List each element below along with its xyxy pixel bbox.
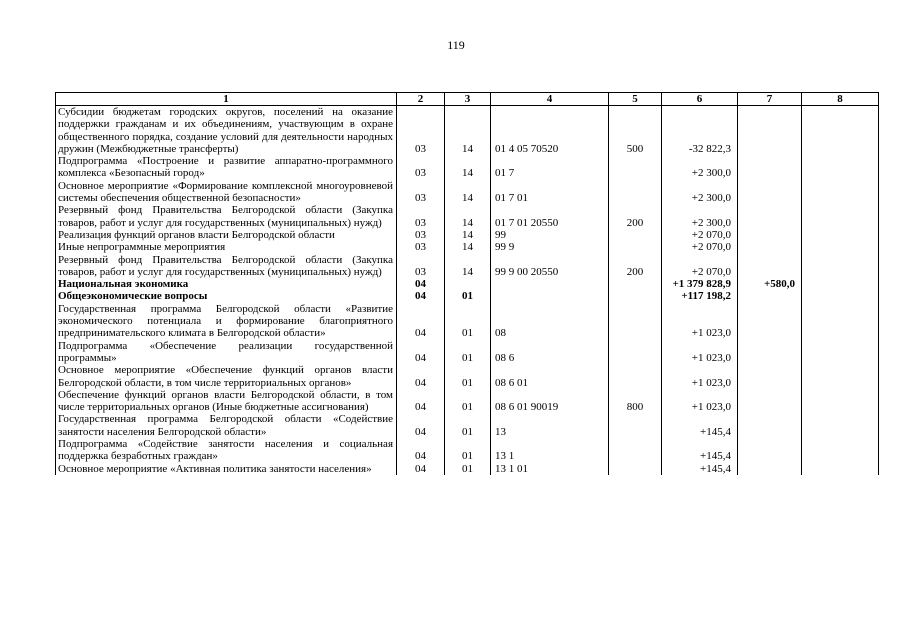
row-name-cell: Основное мероприятие «Формирование комплексной многоуровневой системы обеспечения общественной безопасности» [56, 180, 397, 205]
target-article-cell: 01 7 01 20550 [491, 204, 609, 229]
section-code-cell: 04 [397, 290, 445, 302]
table-row [56, 106, 879, 156]
amount-cell: +145,4 [662, 413, 738, 438]
target-article-cell: 08 6 [491, 340, 609, 365]
target-article-cell: 99 9 [491, 241, 609, 253]
section-code-cell: 03 [397, 106, 445, 156]
subsection-code-cell: 01 [445, 290, 491, 302]
section-code-cell: 04 [397, 438, 445, 463]
column-header: 4 [491, 93, 609, 106]
expense-type-cell [609, 290, 662, 302]
amount-cell: +1 023,0 [662, 303, 738, 340]
section-code-cell: 04 [397, 413, 445, 438]
row-name-cell: Общеэкономические вопросы [56, 290, 397, 302]
budget-table [55, 92, 879, 475]
section-code-cell: 04 [397, 463, 445, 475]
subsection-code-cell: 14 [445, 180, 491, 205]
expense-type-cell [609, 155, 662, 180]
table-row [56, 254, 879, 279]
target-article-cell: 08 6 01 [491, 364, 609, 389]
section-code-cell: 04 [397, 303, 445, 340]
section-code-cell: 04 [397, 340, 445, 365]
section-code-cell: 03 [397, 241, 445, 253]
column-7-cell: +580,0 [738, 278, 802, 290]
row-name-cell: Резервный фонд Правительства Белгородской области (Закупка товаров, работ и услуг для государственных (муниципальных) нужд) [56, 204, 397, 229]
table-row [56, 155, 879, 180]
table-row [56, 204, 879, 229]
column-header: 2 [397, 93, 445, 106]
amount-cell: +2 070,0 [662, 241, 738, 253]
row-name-cell: Подпрограмма «Содействие занятости населения и социальная поддержка безработных граждан» [56, 438, 397, 463]
subsection-code-cell: 14 [445, 254, 491, 279]
page-number: 119 [447, 38, 465, 52]
column-7-cell [738, 463, 802, 475]
expense-type-cell [609, 340, 662, 365]
column-header: 7 [738, 93, 802, 106]
column-7-cell [738, 254, 802, 279]
row-name-cell: Подпрограмма «Обеспечение реализации государственной программы» [56, 340, 397, 365]
amount-cell: +145,4 [662, 463, 738, 475]
table-row [56, 389, 879, 414]
row-name-cell: Обеспечение функций органов власти Белгородской области, в том числе территориальных органов (Иные бюджетные ассигнования) [56, 389, 397, 414]
expense-type-cell [609, 241, 662, 253]
table-row [56, 303, 879, 340]
section-code-cell: 03 [397, 180, 445, 205]
amount-cell: +2 300,0 [662, 155, 738, 180]
column-7-cell [738, 438, 802, 463]
column-7-cell [738, 241, 802, 253]
table-row [56, 241, 879, 253]
amount-cell: +145,4 [662, 438, 738, 463]
column-8-cell [802, 278, 879, 290]
expense-type-cell: 200 [609, 254, 662, 279]
column-header: 6 [662, 93, 738, 106]
section-code-cell: 03 [397, 155, 445, 180]
subsection-code-cell: 14 [445, 204, 491, 229]
column-7-cell [738, 340, 802, 365]
amount-cell: +1 023,0 [662, 340, 738, 365]
column-7-cell [738, 229, 802, 241]
column-header: 5 [609, 93, 662, 106]
column-7-cell [738, 389, 802, 414]
table-row [56, 229, 879, 241]
table-header-row [56, 93, 879, 106]
expense-type-cell [609, 180, 662, 205]
table-row [56, 340, 879, 365]
column-7-cell [738, 303, 802, 340]
column-8-cell [802, 438, 879, 463]
expense-type-cell [609, 303, 662, 340]
row-name-cell: Национальная экономика [56, 278, 397, 290]
column-header: 3 [445, 93, 491, 106]
row-name-cell: Государственная программа Белгородской области «Содействие занятости населения Белгородской области» [56, 413, 397, 438]
target-article-cell: 01 7 01 [491, 180, 609, 205]
subsection-code-cell [445, 278, 491, 290]
section-code-cell: 04 [397, 389, 445, 414]
expense-type-cell [609, 364, 662, 389]
expense-type-cell [609, 438, 662, 463]
target-article-cell [491, 278, 609, 290]
column-8-cell [802, 303, 879, 340]
section-code-cell: 04 [397, 364, 445, 389]
target-article-cell: 08 6 01 90019 [491, 389, 609, 414]
section-code-cell: 03 [397, 254, 445, 279]
row-name-cell: Основное мероприятие «Активная политика занятости населения» [56, 463, 397, 475]
column-8-cell [802, 155, 879, 180]
column-header: 1 [56, 93, 397, 106]
column-8-cell [802, 204, 879, 229]
column-8-cell [802, 463, 879, 475]
table-row [56, 364, 879, 389]
target-article-cell: 13 1 01 [491, 463, 609, 475]
amount-cell: +2 300,0 [662, 204, 738, 229]
expense-type-cell [609, 413, 662, 438]
column-8-cell [802, 340, 879, 365]
table-row [56, 278, 879, 290]
row-name-cell: Подпрограмма «Построение и развитие аппаратно-программного комплекса «Безопасный город» [56, 155, 397, 180]
target-article-cell [491, 290, 609, 302]
subsection-code-cell: 14 [445, 155, 491, 180]
subsection-code-cell: 14 [445, 229, 491, 241]
subsection-code-cell: 01 [445, 364, 491, 389]
table-row [56, 413, 879, 438]
target-article-cell: 01 7 [491, 155, 609, 180]
column-7-cell [738, 204, 802, 229]
section-code-cell: 03 [397, 229, 445, 241]
column-8-cell [802, 180, 879, 205]
table-body [56, 106, 879, 475]
row-name-cell: Государственная программа Белгородской области «Развитие экономического потенциала и формирование благоприятного предпринимательского климата в Белгородской области» [56, 303, 397, 340]
row-name-cell: Резервный фонд Правительства Белгородской области (Закупка товаров, работ и услуг для государственных (муниципальных) нужд) [56, 254, 397, 279]
target-article-cell: 99 9 00 20550 [491, 254, 609, 279]
target-article-cell: 08 [491, 303, 609, 340]
column-8-cell [802, 413, 879, 438]
section-code-cell: 03 [397, 204, 445, 229]
table-row [56, 290, 879, 302]
amount-cell: +1 023,0 [662, 364, 738, 389]
subsection-code-cell: 14 [445, 241, 491, 253]
row-name-cell: Реализация функций органов власти Белгородской области [56, 229, 397, 241]
row-name-cell: Субсидии бюджетам городских округов, поселений на оказание поддержки гражданам и их объединениям, участвующим в охране общественного порядка, создание условий для деятельности народных дружин (Межбюджетные трансферты) [56, 106, 397, 156]
column-7-cell [738, 106, 802, 156]
subsection-code-cell: 01 [445, 340, 491, 365]
column-8-cell [802, 389, 879, 414]
amount-cell: +1 023,0 [662, 389, 738, 414]
column-8-cell [802, 254, 879, 279]
column-7-cell [738, 364, 802, 389]
column-7-cell [738, 155, 802, 180]
column-7-cell [738, 413, 802, 438]
table-row [56, 180, 879, 205]
row-name-cell: Основное мероприятие «Обеспечение функций органов власти Белгородской области, в том числе территориальных органов» [56, 364, 397, 389]
amount-cell: -32 822,3 [662, 106, 738, 156]
column-8-cell [802, 241, 879, 253]
expense-type-cell [609, 278, 662, 290]
expense-type-cell [609, 229, 662, 241]
amount-cell: +2 070,0 [662, 254, 738, 279]
column-7-cell [738, 180, 802, 205]
subsection-code-cell: 14 [445, 106, 491, 156]
subsection-code-cell: 01 [445, 413, 491, 438]
target-article-cell: 13 1 [491, 438, 609, 463]
row-name-cell: Иные непрограммные мероприятия [56, 241, 397, 253]
column-7-cell [738, 290, 802, 302]
amount-cell: +2 300,0 [662, 180, 738, 205]
column-8-cell [802, 364, 879, 389]
amount-cell: +2 070,0 [662, 229, 738, 241]
target-article-cell: 01 4 05 70520 [491, 106, 609, 156]
expense-type-cell: 200 [609, 204, 662, 229]
expense-type-cell: 500 [609, 106, 662, 156]
column-8-cell [802, 290, 879, 302]
subsection-code-cell: 01 [445, 463, 491, 475]
expense-type-cell [609, 463, 662, 475]
section-code-cell: 04 [397, 278, 445, 290]
column-8-cell [802, 229, 879, 241]
target-article-cell: 99 [491, 229, 609, 241]
subsection-code-cell: 01 [445, 389, 491, 414]
table-row [56, 438, 879, 463]
subsection-code-cell: 01 [445, 303, 491, 340]
column-header: 8 [802, 93, 879, 106]
table-row [56, 463, 879, 475]
expense-type-cell: 800 [609, 389, 662, 414]
column-8-cell [802, 106, 879, 156]
amount-cell: +1 379 828,9 [662, 278, 738, 290]
target-article-cell: 13 [491, 413, 609, 438]
amount-cell: +117 198,2 [662, 290, 738, 302]
subsection-code-cell: 01 [445, 438, 491, 463]
